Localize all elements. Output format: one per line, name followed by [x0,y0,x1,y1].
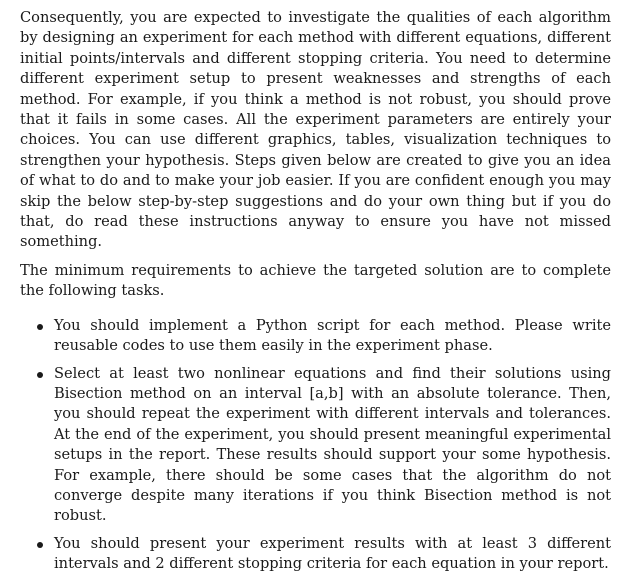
paragraph-intro: Consequently, you are expected to investigate the qualities of each algorithm by designing an experiment for each method with different equations, different initial points/intervals and different stopping criteria. You need to determine different experiment setup to present weaknesses and strengths of each method. For example, if you think a method is not robust, you should prove that it fails in some cases. All the experiment parameters are entirely your choices. You can use different graphics, tables, visualization techniques to strengthen your hypothesis. Steps given below are created to give you an idea of what to do and to make your job easier. If you are confident enough you may skip the below step-by-step suggestions and do your own thing but if you do that, do read these instructions anyway to ensure you have not missed something. [20,9,611,251]
list-item-text: You should present your experiment results with at least 3 different intervals and 2 different stopping criteria for each equation in your report. [54,534,611,573]
list-item [20,364,611,527]
list-item [20,534,611,575]
bullet-icon [37,372,43,378]
paragraph-requirements: The minimum requirements to achieve the targeted solution are to complete the following tasks. [20,261,611,300]
task-list [20,316,611,575]
list-item-text: You should implement a Python script for each method. Please write reusable codes to use them easily in the experiment phase. [54,316,611,355]
bullet-icon [37,542,43,548]
bullet-icon [37,324,43,330]
list-item-text: Select at least two nonlinear equations and find their solutions using Bisection method on an interval [a,b] with an absolute tolerance. Then, you should repeat the experiment with different intervals and tolerances. At the end of the experiment, you should present meaningful experimental setups in the report. These results should support your some hypothesis. For example, there should be some cases that the algorithm do not converge despite many iterations if you think Bisection method is not robust. [54,364,611,525]
document-page [20,8,611,582]
list-item [20,316,611,357]
